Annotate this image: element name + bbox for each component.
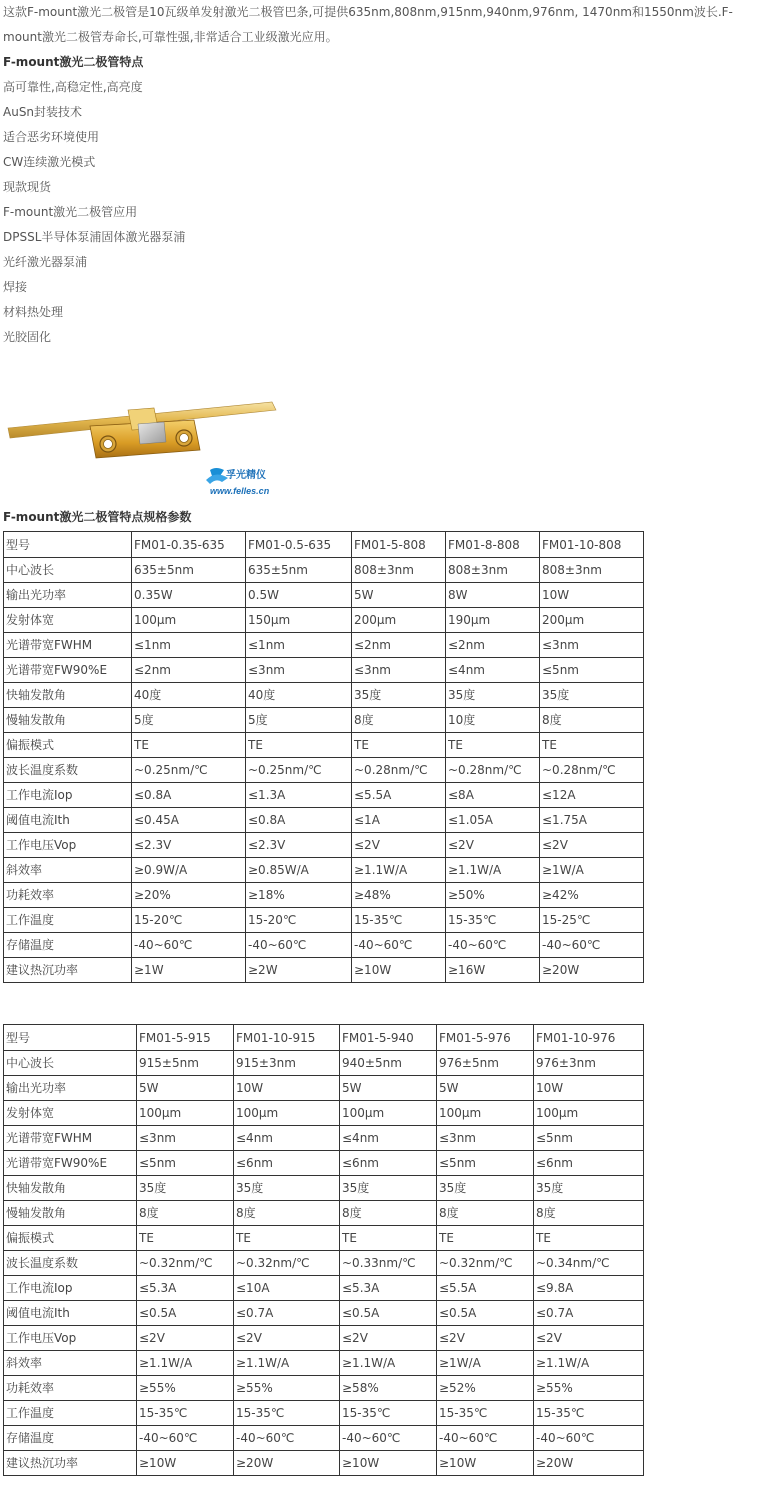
table-cell: ≤3nm <box>352 658 446 683</box>
table-cell: 808±3nm <box>446 558 540 583</box>
table-cell: 15-20℃ <box>132 908 246 933</box>
table-cell: 15-35℃ <box>234 1401 340 1426</box>
table-cell: 35度 <box>437 1176 534 1201</box>
table-row <box>4 958 644 983</box>
table-cell: 15-35℃ <box>340 1401 437 1426</box>
table-cell: ≤4nm <box>340 1126 437 1151</box>
table-row <box>4 608 644 633</box>
table-cell: 5度 <box>132 708 246 733</box>
table-cell: 635±5nm <box>132 558 246 583</box>
table-row <box>4 683 644 708</box>
application-item: 材料热处理 <box>3 305 64 319</box>
row-label-cell: 斜效率 <box>4 1351 137 1376</box>
table-cell: ≤2V <box>137 1326 234 1351</box>
specs-table-title: F-mount激光二极管特点规格参数 <box>3 510 192 524</box>
table-row <box>4 758 644 783</box>
table-cell: ≤1.3A <box>246 783 352 808</box>
product-image <box>4 388 304 513</box>
table-cell: 8W <box>446 583 540 608</box>
table-cell: ≥18% <box>246 883 352 908</box>
table-cell: 100μm <box>234 1101 340 1126</box>
table-cell: FM01-8-808 <box>446 532 540 558</box>
table-cell: 100μm <box>132 608 246 633</box>
table-cell: FM01-5-976 <box>437 1025 534 1051</box>
table-cell: ≥50% <box>446 883 540 908</box>
table-cell: 5W <box>340 1076 437 1101</box>
table-cell: ≤2nm <box>446 633 540 658</box>
table-cell: ≤1.75A <box>540 808 644 833</box>
table-cell: -40~60℃ <box>540 933 644 958</box>
table-cell: 8度 <box>137 1201 234 1226</box>
row-label-cell: 功耗效率 <box>4 1376 137 1401</box>
row-label-cell: 功耗效率 <box>4 883 132 908</box>
table-header-row <box>4 532 644 558</box>
table-cell: ≤5nm <box>437 1151 534 1176</box>
row-label-cell: 建议热沉功率 <box>4 958 132 983</box>
table-cell: FM01-5-808 <box>352 532 446 558</box>
table-row <box>4 1326 644 1351</box>
table-cell: 808±3nm <box>352 558 446 583</box>
table-cell: 15-35℃ <box>352 908 446 933</box>
table-cell: ≤6nm <box>234 1151 340 1176</box>
table-cell: ≤5.3A <box>340 1276 437 1301</box>
table-cell: ~0.34nm/℃ <box>534 1251 644 1276</box>
table-cell: 35度 <box>234 1176 340 1201</box>
table-row <box>4 658 644 683</box>
table-cell: ~0.32nm/℃ <box>437 1251 534 1276</box>
feature-item: CW连续激光模式 <box>3 155 96 169</box>
table-cell: ≤2V <box>340 1326 437 1351</box>
table-cell: ≤3nm <box>437 1126 534 1151</box>
table-cell: TE <box>446 733 540 758</box>
table-cell: 100μm <box>137 1101 234 1126</box>
table-cell: 5W <box>437 1076 534 1101</box>
row-label-cell: 工作电压Vop <box>4 1326 137 1351</box>
table-cell: 940±5nm <box>340 1051 437 1076</box>
table-cell: ≥55% <box>137 1376 234 1401</box>
table-cell: ≥55% <box>234 1376 340 1401</box>
table-row <box>4 1226 644 1251</box>
row-label-cell: 光谱带宽FWHM <box>4 1126 137 1151</box>
table-cell: ≤1nm <box>246 633 352 658</box>
table-cell: TE <box>340 1226 437 1251</box>
table-row <box>4 1301 644 1326</box>
table-row <box>4 1076 644 1101</box>
table-row <box>4 908 644 933</box>
table-cell: ~0.25nm/℃ <box>132 758 246 783</box>
table-cell: ≥20W <box>234 1451 340 1476</box>
table-cell: ≥20W <box>534 1451 644 1476</box>
table-cell: 8度 <box>234 1201 340 1226</box>
row-label-cell: 光谱带宽FWHM <box>4 633 132 658</box>
feature-item: 现款现货 <box>3 180 52 194</box>
table-cell: ≥1.1W/A <box>534 1351 644 1376</box>
table-cell: ≤5nm <box>540 658 644 683</box>
table-cell: 8度 <box>534 1201 644 1226</box>
table-cell: ≥52% <box>437 1376 534 1401</box>
table-cell: ≤0.5A <box>437 1301 534 1326</box>
table-cell: ≥0.9W/A <box>132 858 246 883</box>
table-cell: ≤3nm <box>137 1126 234 1151</box>
table-cell: ≥1W/A <box>540 858 644 883</box>
table-cell: ≥10W <box>137 1451 234 1476</box>
table-cell: ≤2nm <box>132 658 246 683</box>
application-item: 光纤激光器泵浦 <box>3 255 88 269</box>
table-cell: ~0.32nm/℃ <box>234 1251 340 1276</box>
table-cell: FM01-10-915 <box>234 1025 340 1051</box>
table-cell: 10W <box>234 1076 340 1101</box>
table-cell: ≤5nm <box>534 1126 644 1151</box>
row-label-cell: 型号 <box>4 532 132 558</box>
table-cell: ~0.28nm/℃ <box>540 758 644 783</box>
table-cell: ≤2.3V <box>246 833 352 858</box>
row-label-cell: 工作温度 <box>4 908 132 933</box>
table-cell: 35度 <box>540 683 644 708</box>
table-cell: ≤6nm <box>534 1151 644 1176</box>
table-row <box>4 1376 644 1401</box>
feature-item: 高可靠性,高稳定性,高亮度 <box>3 80 143 94</box>
row-label-cell: 慢轴发散角 <box>4 1201 137 1226</box>
table-cell: TE <box>534 1226 644 1251</box>
table-cell: 40度 <box>132 683 246 708</box>
row-label-cell: 快轴发散角 <box>4 1176 137 1201</box>
felles-logo-icon <box>206 468 228 484</box>
table-cell: ≤2V <box>437 1326 534 1351</box>
table-cell: 35度 <box>352 683 446 708</box>
table-cell: 15-20℃ <box>246 908 352 933</box>
row-label-cell: 中心波长 <box>4 1051 137 1076</box>
table-cell: ≥48% <box>352 883 446 908</box>
table-cell: ≤0.5A <box>340 1301 437 1326</box>
table-cell: ≤3nm <box>246 658 352 683</box>
table-cell: TE <box>234 1226 340 1251</box>
table-cell: 10W <box>540 583 644 608</box>
table-cell: ≥55% <box>534 1376 644 1401</box>
table-row <box>4 1251 644 1276</box>
row-label-cell: 工作温度 <box>4 1401 137 1426</box>
row-label-cell: 波长温度系数 <box>4 1251 137 1276</box>
table-cell: FM01-10-976 <box>534 1025 644 1051</box>
intro-text-line-1: 这款F-mount激光二极管是10瓦级单发射激光二极管巴条,可提供635nm,808nm,915nm,940nm,976nm, 1470nm和1550nm波长.F- <box>3 5 733 19</box>
table-cell: ≥1.1W/A <box>340 1351 437 1376</box>
table-cell: ≥10W <box>340 1451 437 1476</box>
table-cell: ≥42% <box>540 883 644 908</box>
table-cell: TE <box>437 1226 534 1251</box>
table-row <box>4 808 644 833</box>
row-label-cell: 阈值电流Ith <box>4 1301 137 1326</box>
table-cell: ≤5nm <box>137 1151 234 1176</box>
table-cell: -40~60℃ <box>437 1426 534 1451</box>
table-cell: ≤0.7A <box>234 1301 340 1326</box>
table-cell: 8度 <box>340 1201 437 1226</box>
table-cell: 0.35W <box>132 583 246 608</box>
table-cell: 15-35℃ <box>446 908 540 933</box>
row-label-cell: 发射体宽 <box>4 608 132 633</box>
application-item: 光胶固化 <box>3 330 52 344</box>
features-heading: F-mount激光二极管特点 <box>3 55 144 69</box>
row-label-cell: 输出光功率 <box>4 583 132 608</box>
table-row <box>4 1101 644 1126</box>
row-label-cell: 工作电流Iop <box>4 1276 137 1301</box>
table-cell: ≤1.05A <box>446 808 540 833</box>
feature-item: AuSn封装技术 <box>3 105 83 119</box>
applications-heading: F-mount激光二极管应用 <box>3 205 138 219</box>
spec-table-1 <box>3 531 644 983</box>
table-cell: ≥10W <box>437 1451 534 1476</box>
row-label-cell: 发射体宽 <box>4 1101 137 1126</box>
row-label-cell: 慢轴发散角 <box>4 708 132 733</box>
table-cell: ≤2V <box>234 1326 340 1351</box>
table-cell: 5W <box>352 583 446 608</box>
table-row <box>4 1426 644 1451</box>
table-cell: ≥2W <box>246 958 352 983</box>
table-cell: ≤0.8A <box>132 783 246 808</box>
table-row <box>4 1051 644 1076</box>
table-row <box>4 933 644 958</box>
table-cell: 35度 <box>340 1176 437 1201</box>
intro-section <box>3 0 775 350</box>
table-cell: ~0.28nm/℃ <box>352 758 446 783</box>
table-cell: FM01-10-808 <box>540 532 644 558</box>
table-cell: 635±5nm <box>246 558 352 583</box>
table-cell: ≤8A <box>446 783 540 808</box>
row-label-cell: 光谱带宽FW90%E <box>4 658 132 683</box>
table-cell: ≥1.1W/A <box>137 1351 234 1376</box>
table-cell: ≤0.45A <box>132 808 246 833</box>
row-label-cell: 建议热沉功率 <box>4 1451 137 1476</box>
application-item: DPSSL半导体泵浦固体激光器泵浦 <box>3 230 186 244</box>
table-cell: ≤2nm <box>352 633 446 658</box>
table-cell: ≤0.5A <box>137 1301 234 1326</box>
table-row <box>4 1126 644 1151</box>
table-cell: ≤0.7A <box>534 1301 644 1326</box>
row-label-cell: 快轴发散角 <box>4 683 132 708</box>
table-cell: ≥1W <box>132 958 246 983</box>
table-cell: 200μm <box>352 608 446 633</box>
table-cell: -40~60℃ <box>446 933 540 958</box>
table-cell: -40~60℃ <box>234 1426 340 1451</box>
table-cell: 976±5nm <box>437 1051 534 1076</box>
table-cell: ≥1.1W/A <box>446 858 540 883</box>
table-row <box>4 858 644 883</box>
application-item: 焊接 <box>3 280 28 294</box>
table-cell: TE <box>540 733 644 758</box>
table-cell: 10W <box>534 1076 644 1101</box>
table-row <box>4 733 644 758</box>
table-cell: ≤4nm <box>234 1126 340 1151</box>
table-cell: 8度 <box>352 708 446 733</box>
table-cell: 808±3nm <box>540 558 644 583</box>
row-label-cell: 输出光功率 <box>4 1076 137 1101</box>
table-cell: 15-25℃ <box>540 908 644 933</box>
table-row <box>4 583 644 608</box>
table-row <box>4 1201 644 1226</box>
table-cell: ≤2V <box>534 1326 644 1351</box>
table-row <box>4 1401 644 1426</box>
table-cell: 200μm <box>540 608 644 633</box>
table-cell: ~0.25nm/℃ <box>246 758 352 783</box>
table-cell: ≤9.8A <box>534 1276 644 1301</box>
table-cell: ≥1.1W/A <box>234 1351 340 1376</box>
row-label-cell: 型号 <box>4 1025 137 1051</box>
table-row <box>4 1176 644 1201</box>
table-cell: 190μm <box>446 608 540 633</box>
row-label-cell: 光谱带宽FW90%E <box>4 1151 137 1176</box>
table-cell: ≤12A <box>540 783 644 808</box>
table-cell: 15-35℃ <box>137 1401 234 1426</box>
table-cell: 150μm <box>246 608 352 633</box>
row-label-cell: 偏振模式 <box>4 1226 137 1251</box>
table-cell: ≤2V <box>352 833 446 858</box>
table-cell: 5度 <box>246 708 352 733</box>
row-label-cell: 中心波长 <box>4 558 132 583</box>
spec-table-2 <box>3 1024 644 1476</box>
table-cell: FM01-5-940 <box>340 1025 437 1051</box>
table-cell: 915±5nm <box>137 1051 234 1076</box>
table-cell: 976±3nm <box>534 1051 644 1076</box>
table-row <box>4 708 644 733</box>
table-cell: -40~60℃ <box>137 1426 234 1451</box>
table-cell: ≥20% <box>132 883 246 908</box>
table-cell: -40~60℃ <box>534 1426 644 1451</box>
table-cell: 100μm <box>340 1101 437 1126</box>
table-cell: ~0.28nm/℃ <box>446 758 540 783</box>
watermark-cn: 孚光精仪 <box>226 470 266 481</box>
table-row <box>4 1151 644 1176</box>
table-cell: TE <box>132 733 246 758</box>
table-cell: ≤1nm <box>132 633 246 658</box>
table-cell: 100μm <box>534 1101 644 1126</box>
table-cell: ≤0.8A <box>246 808 352 833</box>
table-cell: 35度 <box>446 683 540 708</box>
table-row <box>4 1451 644 1476</box>
table-cell: ~0.33nm/℃ <box>340 1251 437 1276</box>
table-cell: ≥20W <box>540 958 644 983</box>
row-label-cell: 工作电压Vop <box>4 833 132 858</box>
table-row <box>4 1351 644 1376</box>
table-cell: FM01-0.35-635 <box>132 532 246 558</box>
table-cell: 15-35℃ <box>437 1401 534 1426</box>
table-cell: -40~60℃ <box>340 1426 437 1451</box>
table-cell: 8度 <box>437 1201 534 1226</box>
table-cell: FM01-5-915 <box>137 1025 234 1051</box>
table-cell: 35度 <box>534 1176 644 1201</box>
table-cell: 100μm <box>437 1101 534 1126</box>
table-cell: 40度 <box>246 683 352 708</box>
row-label-cell: 偏振模式 <box>4 733 132 758</box>
table-cell: TE <box>137 1226 234 1251</box>
table-cell: 10度 <box>446 708 540 733</box>
row-label-cell: 阈值电流Ith <box>4 808 132 833</box>
table-cell: ~0.32nm/℃ <box>137 1251 234 1276</box>
table-cell: ≥16W <box>446 958 540 983</box>
feature-item: 适合恶劣环境使用 <box>3 130 100 144</box>
table-cell: 0.5W <box>246 583 352 608</box>
table-cell: -40~60℃ <box>246 933 352 958</box>
table-row <box>4 1276 644 1301</box>
table-cell: ≥0.85W/A <box>246 858 352 883</box>
table-row <box>4 633 644 658</box>
table-cell: 915±3nm <box>234 1051 340 1076</box>
table-cell: ≤5.5A <box>352 783 446 808</box>
row-label-cell: 存储温度 <box>4 933 132 958</box>
table-cell: ≤4nm <box>446 658 540 683</box>
table-cell: ≤5.3A <box>137 1276 234 1301</box>
table-cell: 15-35℃ <box>534 1401 644 1426</box>
table-cell: 8度 <box>540 708 644 733</box>
row-label-cell: 斜效率 <box>4 858 132 883</box>
watermark-url: www.felles.cn <box>210 486 270 496</box>
table-cell: ≤5.5A <box>437 1276 534 1301</box>
table-cell: ≤2V <box>540 833 644 858</box>
table-cell: ≤1A <box>352 808 446 833</box>
table-row <box>4 833 644 858</box>
table-cell: ≥10W <box>352 958 446 983</box>
table-row <box>4 783 644 808</box>
table-cell: TE <box>246 733 352 758</box>
table-cell: ≥1.1W/A <box>352 858 446 883</box>
table-cell: ≤2V <box>446 833 540 858</box>
table-cell: 5W <box>137 1076 234 1101</box>
table-cell: ≤6nm <box>340 1151 437 1176</box>
intro-text-line-2: mount激光二极管寿命长,可靠性强,非常适合工业级激光应用。 <box>3 30 338 44</box>
row-label-cell: 工作电流Iop <box>4 783 132 808</box>
table-cell: ≥58% <box>340 1376 437 1401</box>
table-cell: 35度 <box>137 1176 234 1201</box>
table-cell: FM01-0.5-635 <box>246 532 352 558</box>
table-header-row <box>4 1025 644 1051</box>
table-cell: TE <box>352 733 446 758</box>
table-cell: ≤2.3V <box>132 833 246 858</box>
row-label-cell: 波长温度系数 <box>4 758 132 783</box>
table-cell: -40~60℃ <box>132 933 246 958</box>
table-cell: -40~60℃ <box>352 933 446 958</box>
table-cell: ≤10A <box>234 1276 340 1301</box>
row-label-cell: 存储温度 <box>4 1426 137 1451</box>
table-cell: ≥1W/A <box>437 1351 534 1376</box>
table-cell: ≤3nm <box>540 633 644 658</box>
table-row <box>4 558 644 583</box>
table-row <box>4 883 644 908</box>
